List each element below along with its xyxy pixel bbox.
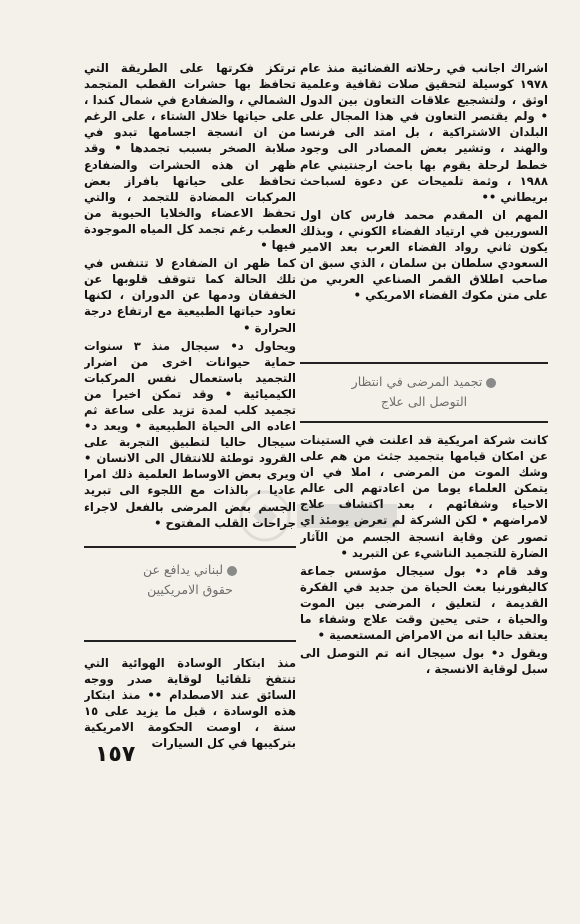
- article-column-left-top: [84, 60, 296, 546]
- column-divider-rule: [84, 546, 296, 548]
- article-column-right-top: [300, 60, 548, 305]
- paragraph: كانت شركة امريكية قد اعلنت في الستينات عن امكان قيامها بتجميد جثث من هم على وشك الموت من المرضى ، املا في ان يتمكن العلماء يوما من اعادتهم الى عالم الاحياء وشفائهم ، بعد اكتشاف علاج لامراضهم • لكن الشركة لم تعرض يومئذ اي تصور عن وقاية انسجة الجسم من الآثار الضارة للتجميد الناشيء عن التبريد •: [300, 433, 548, 560]
- paragraph: ترتكز فكرتها على الطريقة التي تحافظ بها حشرات القطب المتجمد الشمالي ، والضفادع في شمال كندا ، على حياتها خلال الشتاء ، على الرغم من ان انسجة اجسامها تبدو في صلابة الصخر بسبب تجمدها • وقد ظهر ان هذه الحشرات والضفادع تحافظ على حياتها بافراز بعض المركبات المضادة للتجمد ، والتي تحفظ الاعضاء والخلايا الحيوية من العطب رغم تجمد كل المياه الموجودة فيها •: [84, 61, 296, 253]
- column-divider-rule: [84, 640, 296, 642]
- subhead-line: حقوق الامريكيين: [147, 582, 233, 597]
- article-column-left-bottom: [84, 655, 296, 754]
- column-divider-rule: [300, 362, 548, 364]
- section-subhead-right: [300, 372, 548, 412]
- paragraph: وقد قام د• بول سيجال مؤسس جماعة كاليفورنيا بعث الحياة من جديد في الفكرة القديمة ، لتعليق ، المرضى بين الموت والحياة ، حتى يحين وقت علاج وشفاء ما يعتقد حاليا انه من الامراض المستعصية •: [300, 563, 548, 643]
- subhead-line: تجميد المرضى في انتظار: [351, 374, 483, 389]
- paragraph: ويحاول د• سيجال منذ ٣ سنوات حماية حيوانات اخرى من اضرار التجميد باستعمال نفس المركبات الكيميائية • وقد تمكن اخيرا من تجميد كلب لمدة تزيد على ساعة ثم اعاده الى الحياة الطبيعية • ويعد د• سيجال حاليا لتطبيق التجربة على القرود توطئة للانتقال الى الانسان • ويرى بعض الاوساط العلمية ذلك امرا عاديا ، بالذات مع اللجوء الى تبريد الجسم بعض المرضى بالفعل لاجراء جراحات القلب المفتوح •: [84, 338, 296, 530]
- paragraph: اشراك اجانب في رحلاته الفضائية منذ عام ١٩٧٨ كوسيلة لتحقيق صلات ثقافية وعلمية اوثق ، ولتشجيع علاقات التعاون بين الدول • ولم يقتصر التعاون في هذا المجال على البلدان الاشتراكية ، بل امتد الى فرنسا والهند ، وتشير بعض المصادر الى وجود خطط لرحلة يقوم بها باحث ارجنتيني عام ١٩٨٨ ، وثمة تلميحات عن دعوة لسباحث بريطاني ••: [300, 61, 548, 204]
- subhead-line: التوصل الى علاج: [380, 394, 468, 409]
- paragraph: منذ ابتكار الوسادة الهوائية التي تنتفخ تلقائيا لوقاية صدر ووجه السائق عند الاصطدام •• منذ ابتكار هذه الوسادة ، قبل ما يزيد على ١٥ سنة ، اوصت الحكومة الامريكية بتركيبها في كل السيارات: [84, 656, 296, 751]
- subhead-line: لبناني يدافع عن: [142, 562, 224, 577]
- bullet-icon: [227, 566, 237, 576]
- paragraph: المهم ان المقدم محمد فارس كان اول السوريين في ارتياد الفضاء الكوني ، وبذلك يكون ثاني رواد الفضاء العرب بعد الامير السعودي سلطان بن سلمان ، الذي سبق ان صاحب اطلاق القمر الصناعي العربي من على متن مكوك الفضاء الامريكي •: [300, 207, 548, 303]
- bullet-icon: [486, 378, 496, 388]
- paragraph: كما ظهر ان الضفادع لا تتنفس في تلك الحالة كما تتوقف قلوبها عن الخفقان ودمها عن الدوران ، لكنها تعاود حياتها الطبيعية مع ارتفاع درجة الحرارة •: [84, 256, 296, 335]
- column-divider-rule: [300, 421, 548, 423]
- paragraph: ويقول د• بول سيجال انه تم التوصل الى سبل لوقاية الانسجة ،: [300, 646, 548, 677]
- page-number: ١٥٧: [95, 742, 136, 767]
- article-column-right-bottom: [300, 432, 548, 679]
- section-subhead-left: [84, 560, 296, 600]
